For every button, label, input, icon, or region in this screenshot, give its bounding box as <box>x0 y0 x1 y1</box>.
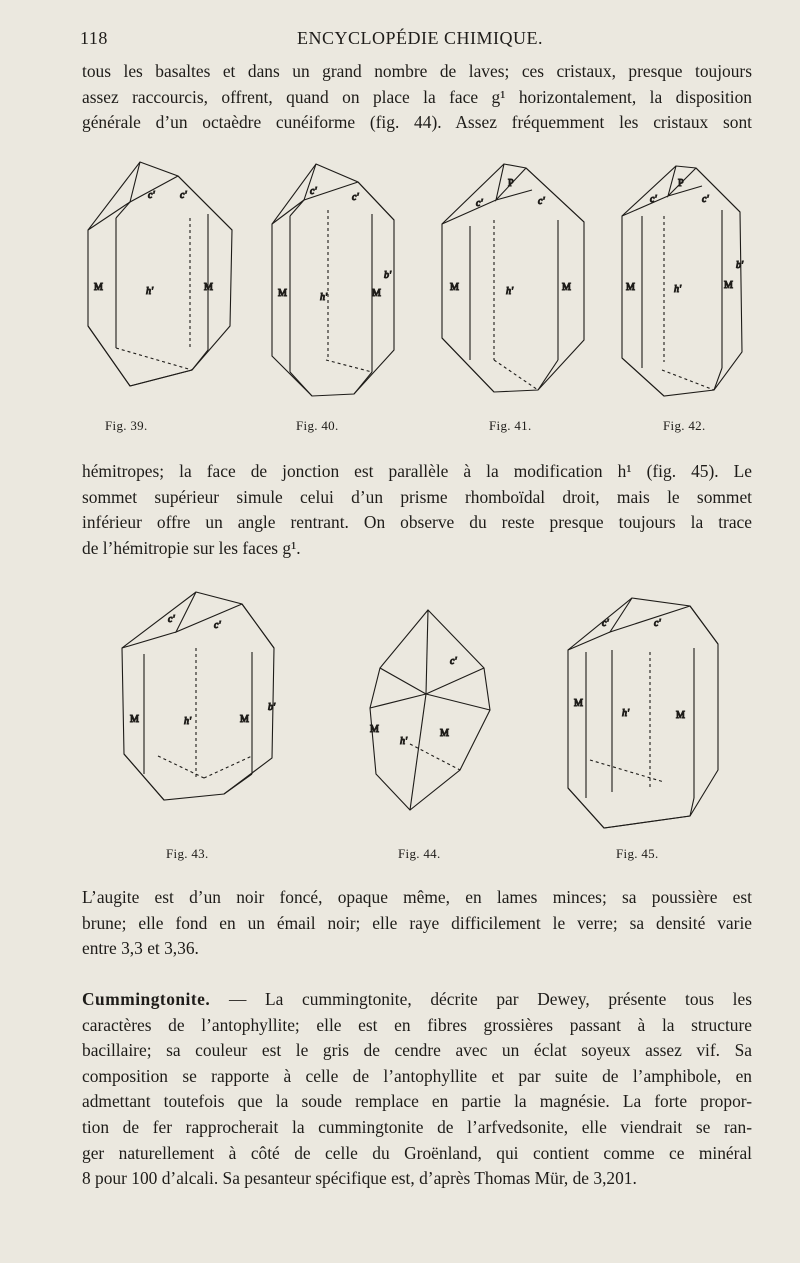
label-m: M <box>240 714 249 725</box>
label-m: M <box>372 288 381 299</box>
text-line: 8 pour 100 d’alcali. Sa pesanteur spécifique est, d’après Thomas Mür, de 3,201. <box>82 1168 637 1189</box>
label-c: c' <box>654 618 661 629</box>
text-line: L’augite est d’un noir foncé, opaque même, en lames minces; sa poussière est <box>82 887 752 907</box>
label-p: P <box>508 178 514 189</box>
text-line: tous les basaltes et dans un grand nombre de laves; ces cristaux, presque toujours <box>82 61 752 81</box>
page-number: 118 <box>80 28 108 48</box>
label-m: M <box>626 282 635 293</box>
label-m: M <box>204 282 213 293</box>
label-m: M <box>94 282 103 293</box>
label-c: c' <box>602 618 609 629</box>
label-p: P <box>678 178 684 189</box>
section-heading: Cummingtonite. <box>82 989 211 1009</box>
figure-caption: Fig. 41. <box>489 418 532 433</box>
label-c: c' <box>214 620 221 631</box>
text-line: assez raccourcis, offrent, quand on place la face g¹ horizontalement, la disposition <box>82 86 752 107</box>
label-m: M <box>574 698 583 709</box>
label-m: M <box>450 282 459 293</box>
label-m: M <box>676 710 685 721</box>
figure-caption: Fig. 43. <box>166 846 209 861</box>
label-c: c' <box>702 194 709 205</box>
label-h: h' <box>674 284 682 295</box>
crystal-figure-43 <box>118 588 282 824</box>
label-m: M <box>130 714 139 725</box>
text-line: inférieur offre un angle rentrant. On observe du reste presque toujours la trace <box>82 512 752 533</box>
figure-caption: Fig. 45. <box>616 846 659 861</box>
section-text: — La cummingtonite, décrite par Dewey, présente tous les <box>228 989 752 1009</box>
label-m: M <box>562 282 571 293</box>
text-line: de l’hémitropie sur les faces g¹. <box>82 537 301 558</box>
label-c: c' <box>450 656 457 667</box>
figure-caption: Fig. 39. <box>105 418 148 433</box>
label-m: M <box>278 288 287 299</box>
crystal-figure-41 <box>434 160 596 404</box>
text-line <box>82 987 752 1013</box>
label-c: c' <box>310 186 317 197</box>
text-line: brune; elle fond en un émail noir; elle raye difficilement le verre; sa densité varie <box>82 912 752 933</box>
label-c: c' <box>650 194 657 205</box>
label-b: b' <box>384 270 392 281</box>
running-title: ENCYCLOPÉDIE CHIMIQUE. <box>297 28 543 48</box>
label-c: c' <box>352 192 359 203</box>
text-line: ger naturellement à côté de celle du Groënland, qui contient comme ce minéral <box>82 1142 752 1163</box>
paragraph-top <box>82 59 752 136</box>
label-c: c' <box>148 190 155 201</box>
label-m: M <box>370 724 379 735</box>
label-m: M <box>724 280 733 291</box>
label-b: b' <box>736 260 744 271</box>
label-c: c' <box>168 614 175 625</box>
label-m: M <box>440 728 449 739</box>
figure-caption: Fig. 40. <box>296 418 339 433</box>
text-line: hémitropes; la face de jonction est parallèle à la modification h¹ (fig. 45). Le <box>82 461 752 481</box>
label-h: h' <box>184 716 192 727</box>
label-h: h' <box>320 292 328 303</box>
text-line: composition se rapporte à celle de l’antophyllite et par suite de l’amphibole, en <box>82 1065 752 1086</box>
label-c: c' <box>476 198 483 209</box>
page-header <box>80 28 760 52</box>
text-line: caractères de l’antophyllite; elle est en fibres grossières passant à la structure <box>82 1014 752 1035</box>
label-c: c' <box>180 190 187 201</box>
crystal-figure-44 <box>366 604 496 816</box>
text-line: bacillaire; sa couleur est le gris de cendre avec un éclat soyeux assez vif. Sa <box>82 1040 752 1061</box>
label-h: h' <box>146 286 154 297</box>
crystal-figure-39 <box>80 158 240 404</box>
text-line: tion de fer rapprocherait la cummingtonite de l’arfvedsonite, elle viendrait se ran- <box>82 1116 752 1137</box>
paragraph-middle <box>82 459 752 561</box>
paragraph-augite <box>82 885 752 962</box>
label-h: h' <box>622 708 630 719</box>
label-h: h' <box>400 736 408 747</box>
text-line: générale d’un octaèdre cunéiforme (fig. 44). Assez fréquemment les cristaux sont <box>82 112 752 133</box>
text-line: sommet supérieur simule celui d’un prisme rhomboïdal droit, mais le sommet <box>82 486 752 507</box>
text-line: entre 3,3 et 3,36. <box>82 938 199 959</box>
crystal-figure-40 <box>268 160 400 408</box>
text-line: admettant toutefois que la soude remplace en partie la magnésie. La forte propor- <box>82 1091 752 1112</box>
figure-caption: Fig. 42. <box>663 418 706 433</box>
figure-caption: Fig. 44. <box>398 846 441 861</box>
section-cummingtonite <box>82 987 752 1192</box>
crystal-figure-45 <box>564 592 724 838</box>
label-c: c' <box>538 196 545 207</box>
label-h: h' <box>506 286 514 297</box>
label-b: b' <box>268 702 276 713</box>
crystal-figure-42 <box>618 162 746 402</box>
